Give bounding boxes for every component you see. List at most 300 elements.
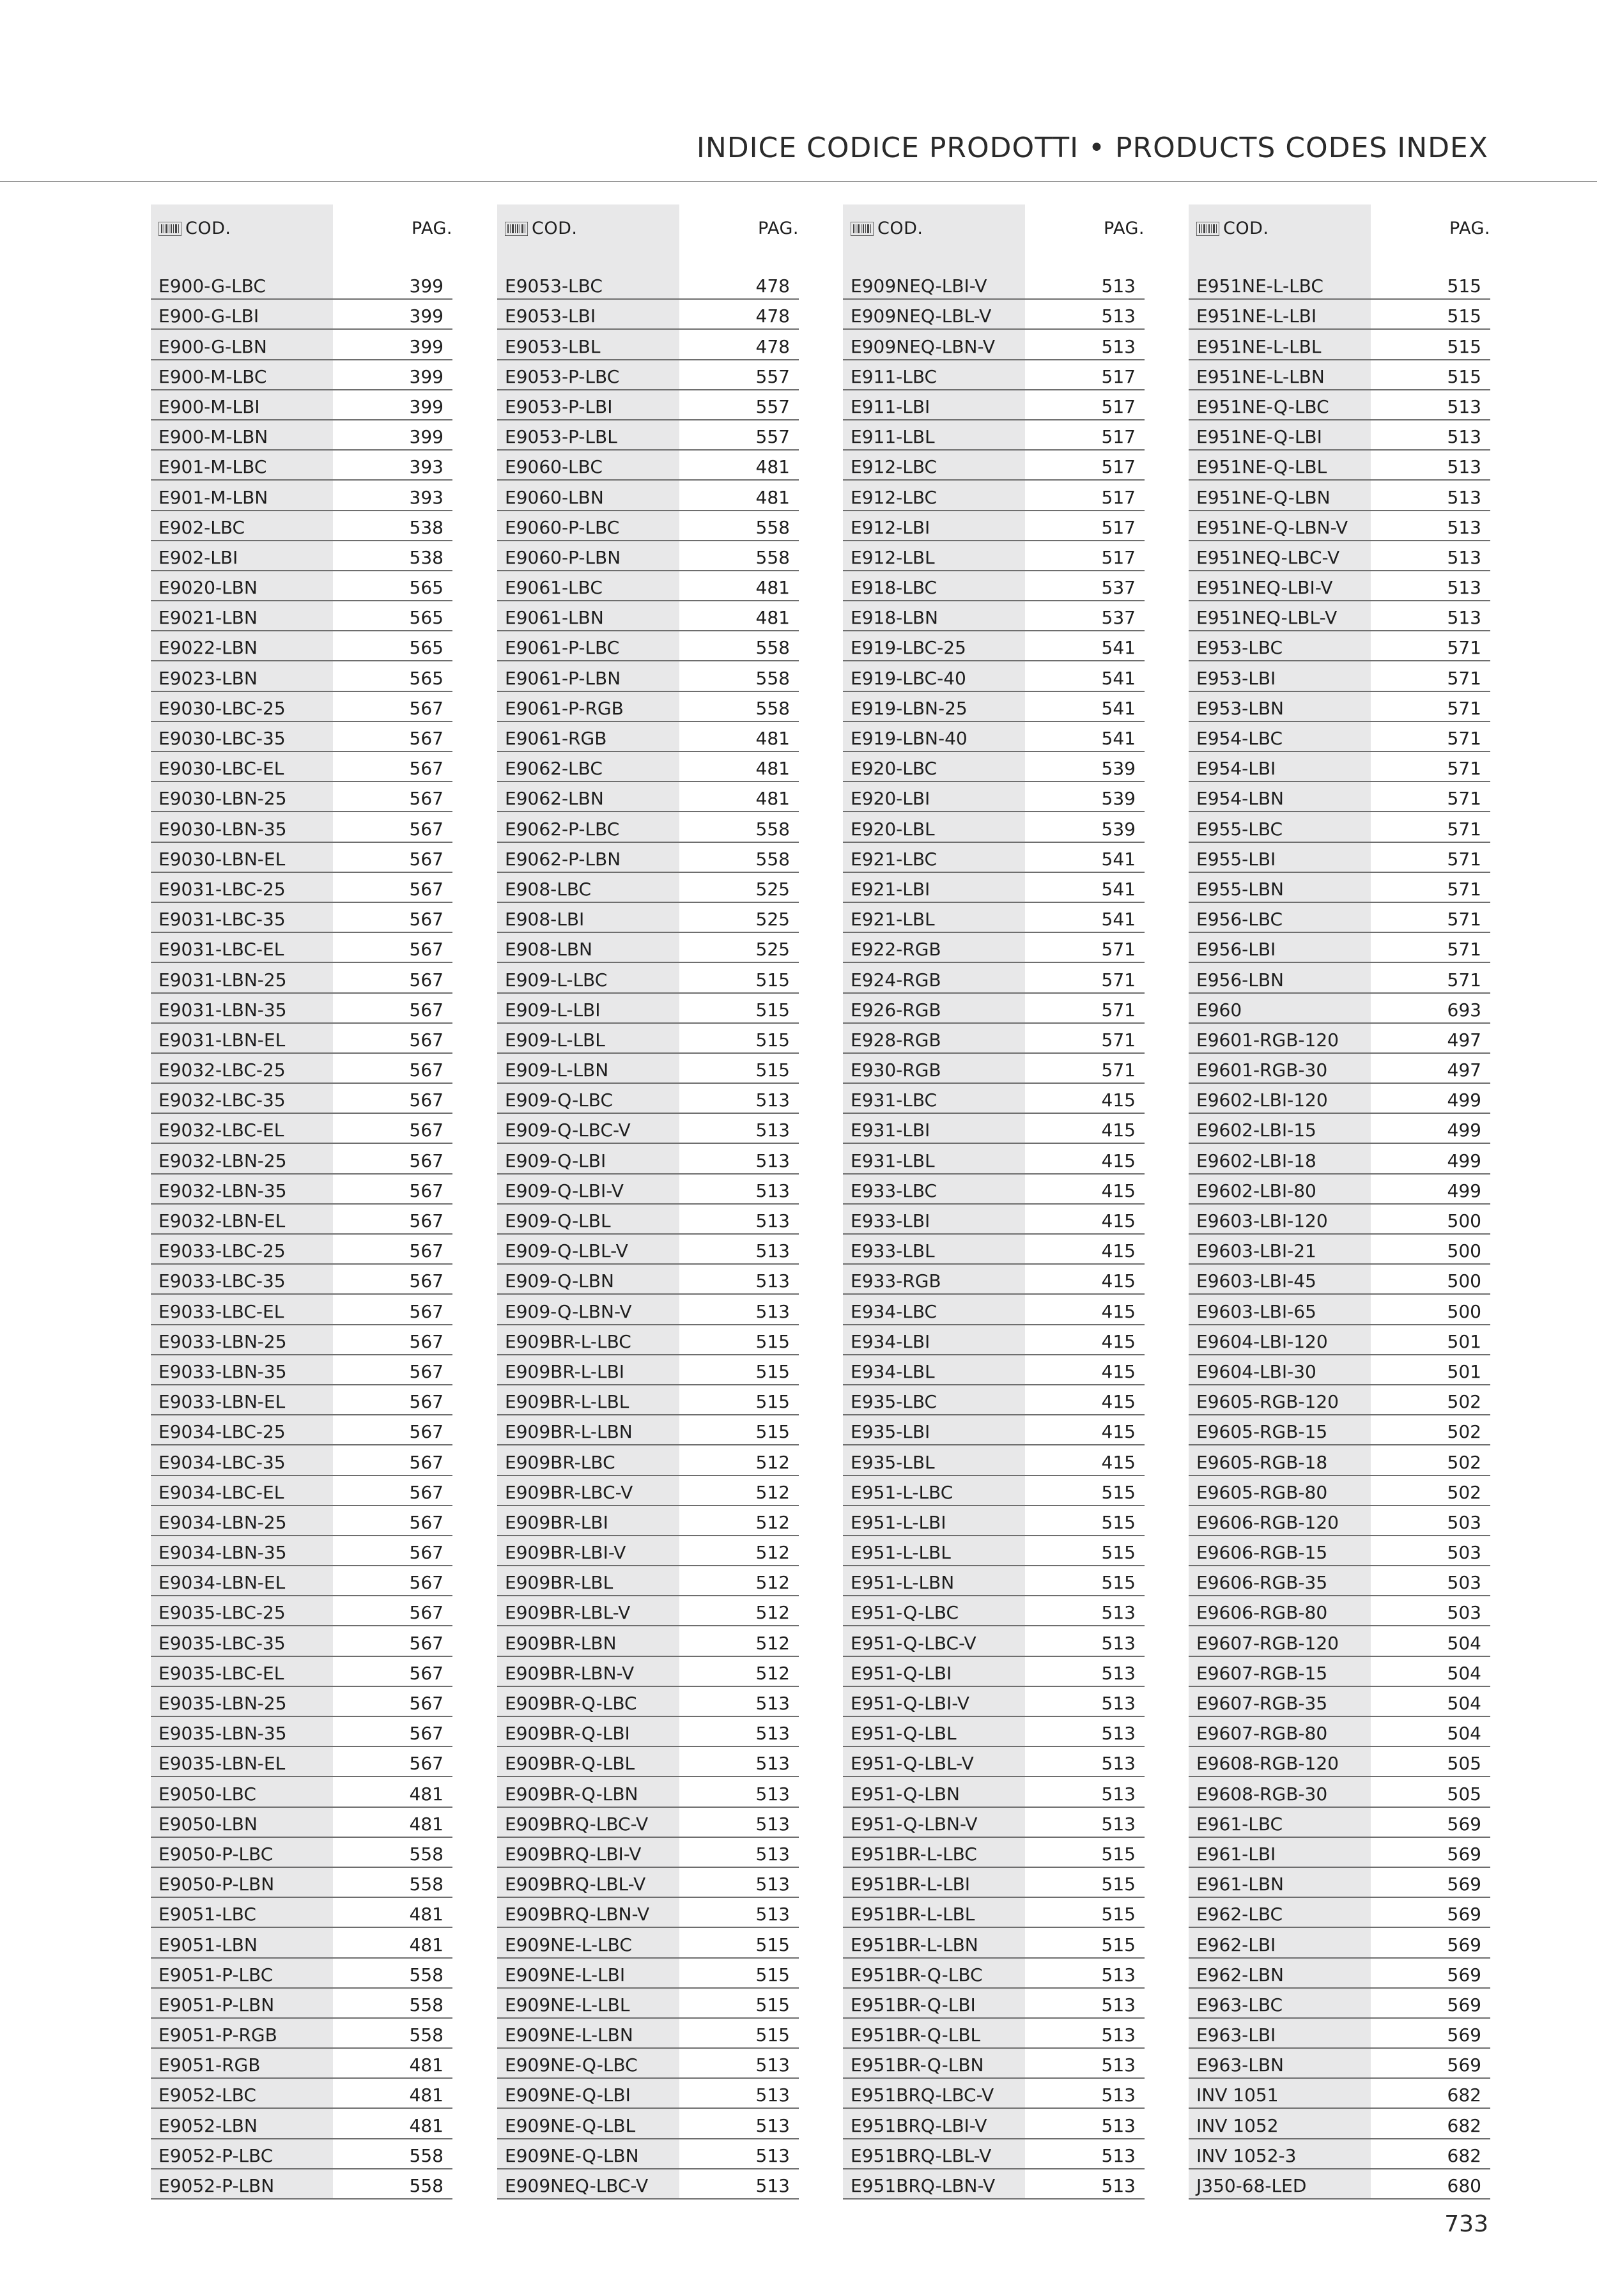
page-ref: 571: [1447, 728, 1481, 749]
table-row: [1189, 903, 1490, 933]
table-row: [151, 1777, 452, 1807]
product-code: E9061-P-LBN: [505, 667, 621, 689]
table-row: [151, 1596, 452, 1626]
page-ref: 569: [1447, 1813, 1481, 1835]
page-ref: 567: [409, 1632, 444, 1654]
page-ref: 515: [755, 1360, 790, 1382]
table-row: [151, 270, 452, 300]
product-code: E951BR-L-LBL: [851, 1904, 975, 1925]
product-code: E9605-RGB-80: [1196, 1481, 1328, 1503]
table-row: [843, 1205, 1145, 1235]
page-ref: 513: [1101, 2115, 1136, 2136]
page-ref: 571: [1447, 909, 1481, 930]
table-row: [843, 933, 1145, 963]
product-code: E951NEQ-LBL-V: [1196, 607, 1338, 629]
table-row: [843, 541, 1145, 571]
page-ref: 571: [1447, 758, 1481, 780]
table-row: [497, 1566, 799, 1596]
page-ref: 541: [1101, 637, 1136, 659]
product-code: E931-LBC: [851, 1090, 937, 1111]
product-code: E9060-P-LBC: [505, 516, 620, 538]
page-ref: 481: [409, 1813, 444, 1835]
page-ref: 513: [755, 1090, 790, 1111]
product-code: E918-LBC: [851, 577, 937, 599]
table-row: [1189, 1777, 1490, 1807]
page-ref: 567: [409, 878, 444, 900]
page-ref: 558: [409, 1843, 444, 1865]
table-row: [151, 631, 452, 661]
product-code: E951NE-Q-LBC: [1196, 396, 1329, 417]
product-code: E9605-RGB-15: [1196, 1421, 1328, 1443]
product-code: E9603-LBI-45: [1196, 1270, 1316, 1292]
page-ref: 481: [409, 1904, 444, 1925]
page-ref: 515: [1447, 305, 1481, 327]
page-ref: 503: [1447, 1542, 1481, 1564]
product-code: E920-LBC: [851, 758, 937, 780]
table-row: [497, 782, 799, 812]
page-ref: 481: [755, 788, 790, 810]
product-code: E9033-LBN-EL: [158, 1391, 286, 1413]
product-code: E919-LBN-40: [851, 728, 968, 749]
table-row: [497, 1144, 799, 1174]
table-row: [151, 1295, 452, 1325]
product-code: E9050-P-LBC: [158, 1843, 274, 1865]
page-ref: 571: [1101, 1029, 1136, 1051]
product-code: E9034-LBC-25: [158, 1421, 286, 1443]
table-row: [843, 1506, 1145, 1536]
product-code: E9034-LBC-EL: [158, 1481, 284, 1503]
table-row: [497, 1928, 799, 1958]
product-code: E935-LBL: [851, 1451, 935, 1473]
page-ref: 415: [1101, 1240, 1136, 1262]
table-row: [151, 1325, 452, 1355]
page-ref: 515: [1101, 1904, 1136, 1925]
page-ref: 515: [755, 1994, 790, 2015]
table-row: [497, 1536, 799, 1566]
page-ref: 513: [1101, 1813, 1136, 1835]
table-row: [497, 360, 799, 390]
table-row: [151, 1506, 452, 1536]
table-row: [843, 722, 1145, 752]
product-code: E900-M-LBC: [158, 366, 267, 387]
product-code: E960: [1196, 999, 1242, 1021]
table-row: [843, 1144, 1145, 1174]
product-code: E955-LBI: [1196, 848, 1276, 870]
product-code: E9030-LBC-25: [158, 697, 286, 719]
table-row: [151, 963, 452, 993]
product-code: E9022-LBN: [158, 637, 258, 659]
table-row: [151, 692, 452, 722]
table-row: [497, 1868, 799, 1898]
page-ref: 567: [409, 909, 444, 930]
table-row: [151, 1626, 452, 1656]
page-ref: 567: [409, 697, 444, 719]
product-code: E909-Q-LBL-V: [505, 1240, 628, 1262]
product-code: E901-M-LBN: [158, 486, 268, 508]
page-ref: 513: [755, 1874, 790, 1895]
table-row: [1189, 1596, 1490, 1626]
product-code: E9051-LBN: [158, 1934, 258, 1955]
product-code: E9031-LBN-EL: [158, 1029, 286, 1051]
table-row: [151, 933, 452, 963]
product-code: E902-LBI: [158, 546, 238, 568]
table-row: [1189, 1868, 1490, 1898]
table-row: [151, 1536, 452, 1566]
product-code: E909BRQ-LBL-V: [505, 1874, 646, 1895]
page-ref: 513: [755, 2145, 790, 2166]
product-code: E928-RGB: [851, 1029, 941, 1051]
page-ref: 513: [755, 1904, 790, 1925]
table-row: [843, 1687, 1145, 1717]
product-code: E9051-RGB: [158, 2054, 261, 2076]
product-code: E951-L-LBL: [851, 1542, 951, 1564]
product-code: E9033-LBC-35: [158, 1270, 286, 1292]
table-row: [1189, 360, 1490, 390]
table-row: [497, 1596, 799, 1626]
table-row: [151, 1476, 452, 1506]
table-row: [843, 420, 1145, 451]
table-row: [843, 1415, 1145, 1445]
page-ref: 567: [409, 1360, 444, 1382]
page-ref: 571: [1447, 878, 1481, 900]
page-ref: 399: [409, 426, 444, 448]
page-ref: 499: [1447, 1090, 1481, 1111]
product-code: E909-Q-LBL: [505, 1210, 611, 1231]
page-ref: 415: [1101, 1300, 1136, 1322]
product-code: E909BR-L-LBL: [505, 1391, 629, 1413]
table-row: [497, 1114, 799, 1144]
product-code: E951-Q-LBL-V: [851, 1753, 974, 1775]
pag-header-label: PAG.: [757, 219, 799, 238]
page-ref: 538: [409, 516, 444, 538]
product-code: E9033-LBC-25: [158, 1240, 286, 1262]
table-row: [843, 1566, 1145, 1596]
table-row: [843, 963, 1145, 993]
table-row: [151, 1084, 452, 1114]
table-row: [151, 481, 452, 511]
table-row: [843, 631, 1145, 661]
product-code: E9035-LBN-35: [158, 1723, 287, 1745]
table-row: [497, 2049, 799, 2079]
page-ref: 565: [409, 607, 444, 629]
page-ref: 502: [1447, 1451, 1481, 1473]
product-code: E920-LBI: [851, 788, 930, 810]
table-row: [497, 1717, 799, 1747]
page-ref: 513: [1101, 1602, 1136, 1624]
product-code: E909NE-Q-LBN: [505, 2145, 639, 2166]
product-code: E9602-LBI-80: [1196, 1180, 1316, 1201]
product-code: E9061-P-LBC: [505, 637, 620, 659]
table-row: [497, 1084, 799, 1114]
cod-header-label: COD.: [532, 219, 578, 238]
table-row: [1189, 571, 1490, 601]
product-code: E909NEQ-LBC-V: [505, 2175, 649, 2196]
product-code: E912-LBL: [851, 546, 935, 568]
product-code: E909-Q-LBN-V: [505, 1300, 632, 1322]
page-ref: 513: [1447, 456, 1481, 478]
product-code: E9602-LBI-15: [1196, 1120, 1316, 1141]
table-row: [151, 571, 452, 601]
page-ref: 558: [755, 848, 790, 870]
page-ref: 567: [409, 1421, 444, 1443]
table-row: [151, 1868, 452, 1898]
page-ref: 567: [409, 1693, 444, 1714]
page-ref: 567: [409, 1391, 444, 1413]
table-row: [151, 1898, 452, 1928]
page-ref: 513: [755, 1150, 790, 1171]
table-row: [1189, 1205, 1490, 1235]
page-ref: 513: [1101, 2175, 1136, 2196]
page-ref: 399: [409, 366, 444, 387]
table-row: [497, 571, 799, 601]
page-ref: 515: [755, 2024, 790, 2046]
table-row: [151, 1838, 452, 1868]
page-ref: 567: [409, 1662, 444, 1684]
table-row: [151, 2079, 452, 2109]
product-code: E9032-LBC-EL: [158, 1120, 284, 1141]
page-ref: 515: [1101, 1481, 1136, 1503]
product-code: E9031-LBN-25: [158, 969, 287, 990]
page-ref: 680: [1447, 2175, 1481, 2196]
page-ref: 500: [1447, 1270, 1481, 1292]
table-row: [1189, 782, 1490, 812]
table-row: [843, 1989, 1145, 2019]
product-code: E951NE-L-LBN: [1196, 366, 1325, 387]
product-code: E953-LBN: [1196, 697, 1284, 719]
product-code: E9608-RGB-120: [1196, 1753, 1339, 1775]
table-row: [843, 843, 1145, 873]
page-ref: 517: [1101, 456, 1136, 478]
table-row: [1189, 692, 1490, 722]
table-row: [497, 1054, 799, 1084]
page-ref: 571: [1447, 969, 1481, 990]
page-ref: 513: [755, 1210, 790, 1231]
table-row: [1189, 541, 1490, 571]
page-ref: 513: [755, 2115, 790, 2136]
product-code: E909BR-L-LBC: [505, 1330, 631, 1352]
product-code: E934-LBI: [851, 1330, 930, 1352]
page-ref: 513: [1101, 1994, 1136, 2015]
page-ref: 558: [755, 546, 790, 568]
product-code: E961-LBI: [1196, 1843, 1276, 1865]
table-row: [1189, 1295, 1490, 1325]
table-row: [1189, 1838, 1490, 1868]
table-row: [1189, 451, 1490, 481]
product-code: E9052-LBC: [158, 2084, 256, 2106]
page-ref: 558: [409, 2175, 444, 2196]
product-code: E956-LBC: [1196, 909, 1283, 930]
product-code: E933-LBI: [851, 1210, 930, 1231]
table-row: [151, 1928, 452, 1958]
product-code: E9607-RGB-120: [1196, 1632, 1339, 1654]
pag-header-label: PAG.: [411, 219, 452, 238]
page-ref: 481: [409, 1783, 444, 1805]
table-row: [497, 1989, 799, 2019]
table-row: [1189, 1808, 1490, 1838]
page-ref: 513: [1447, 396, 1481, 417]
table-row: [151, 2169, 452, 2200]
page-ref: 571: [1101, 999, 1136, 1021]
product-code: E933-LBL: [851, 1240, 935, 1262]
page-ref: 557: [755, 366, 790, 387]
page-ref: 502: [1447, 1391, 1481, 1413]
table-row: [497, 1838, 799, 1868]
table-row: [151, 511, 452, 541]
table-row: [151, 752, 452, 782]
product-code: E951-L-LBC: [851, 1481, 953, 1503]
product-code: E9051-LBC: [158, 1904, 256, 1925]
product-code: E9602-LBI-120: [1196, 1090, 1328, 1111]
product-code: E9604-LBI-120: [1196, 1330, 1328, 1352]
row-list: [1189, 270, 1490, 2200]
product-code: E902-LBC: [158, 516, 245, 538]
product-code: E921-LBC: [851, 848, 937, 870]
page-ref: 513: [755, 1783, 790, 1805]
page-ref: 513: [755, 1753, 790, 1775]
product-code: E909BR-Q-LBI: [505, 1723, 630, 1745]
product-code: E900-G-LBI: [158, 305, 259, 327]
table-row: [497, 601, 799, 631]
page-ref: 415: [1101, 1330, 1136, 1352]
table-row: [151, 300, 452, 330]
page-ref: 504: [1447, 1632, 1481, 1654]
page-ref: 513: [755, 1240, 790, 1262]
product-code: E909NEQ-LBN-V: [851, 335, 996, 357]
product-code: E9035-LBC-35: [158, 1632, 286, 1654]
table-row: [1189, 1928, 1490, 1958]
page-ref: 513: [1101, 1632, 1136, 1654]
page-ref: 500: [1447, 1240, 1481, 1262]
product-code: E951-Q-LBN: [851, 1783, 960, 1805]
title-divider: [0, 181, 1597, 182]
product-code: E9608-RGB-30: [1196, 1783, 1328, 1805]
table-row: [843, 1808, 1145, 1838]
page-ref: 569: [1447, 1843, 1481, 1865]
page-ref: 515: [755, 1330, 790, 1352]
product-code: E9030-LBC-EL: [158, 758, 284, 780]
product-code: E9061-RGB: [505, 728, 607, 749]
table-row: [843, 661, 1145, 691]
table-row: [1189, 1626, 1490, 1656]
table-row: [497, 481, 799, 511]
page-ref: 558: [755, 667, 790, 689]
product-code: E909BR-Q-LBC: [505, 1693, 637, 1714]
table-row: [843, 2109, 1145, 2139]
table-row: [843, 1024, 1145, 1054]
page-ref: 567: [409, 728, 444, 749]
page-ref: 515: [755, 1029, 790, 1051]
table-row: [1189, 2169, 1490, 2200]
page-ref: 571: [1447, 818, 1481, 840]
table-row: [1189, 661, 1490, 691]
product-code: E956-LBI: [1196, 939, 1276, 960]
page-ref: 513: [1447, 577, 1481, 599]
product-code: E909-Q-LBC: [505, 1090, 613, 1111]
table-row: [1189, 963, 1490, 993]
product-code: E9604-LBI-30: [1196, 1360, 1316, 1382]
table-row: [1189, 2109, 1490, 2139]
table-row: [843, 1747, 1145, 1777]
index-column-4: [1189, 204, 1490, 2200]
product-code: E951BRQ-LBL-V: [851, 2145, 992, 2166]
table-row: [151, 2019, 452, 2049]
table-row: [151, 420, 452, 451]
product-code: E920-LBL: [851, 818, 935, 840]
table-row: [843, 1265, 1145, 1295]
product-code: E909NE-L-LBL: [505, 1994, 630, 2015]
page-ref: 537: [1101, 607, 1136, 629]
product-code: E9034-LBN-EL: [158, 1572, 286, 1594]
page-ref: 415: [1101, 1150, 1136, 1171]
product-code: E935-LBC: [851, 1391, 937, 1413]
table-row: [151, 1265, 452, 1295]
page-ref: 558: [409, 1994, 444, 2015]
product-code: E9606-RGB-120: [1196, 1511, 1339, 1533]
product-code: E933-RGB: [851, 1270, 941, 1292]
page-ref: 513: [755, 1843, 790, 1865]
table-row: [497, 903, 799, 933]
barcode-icon: [158, 222, 181, 236]
product-code: E9032-LBN-35: [158, 1180, 287, 1201]
product-code: E931-LBL: [851, 1150, 935, 1171]
product-code: E9052-LBN: [158, 2115, 258, 2136]
page-ref: 558: [409, 1964, 444, 1985]
page-ref: 499: [1447, 1180, 1481, 1201]
page-ref: 415: [1101, 1210, 1136, 1231]
page-ref: 567: [409, 1481, 444, 1503]
page-ref: 504: [1447, 1693, 1481, 1714]
page-ref: 565: [409, 667, 444, 689]
product-code: E9605-RGB-120: [1196, 1391, 1339, 1413]
page-ref: 571: [1101, 939, 1136, 960]
page-ref: 513: [1101, 275, 1136, 297]
product-code: E901-M-LBC: [158, 456, 267, 478]
page-ref: 513: [1101, 1753, 1136, 1775]
page-ref: 567: [409, 758, 444, 780]
page-ref: 481: [755, 486, 790, 508]
page-ref: 513: [1101, 2054, 1136, 2076]
page-ref: 517: [1101, 396, 1136, 417]
page-ref: 513: [1447, 546, 1481, 568]
page-ref: 517: [1101, 366, 1136, 387]
page-ref: 558: [409, 2145, 444, 2166]
product-code: E9061-P-RGB: [505, 697, 624, 719]
product-code: E909BR-LBL: [505, 1572, 613, 1594]
table-row: [497, 661, 799, 691]
page-ref: 569: [1447, 1964, 1481, 1985]
page-ref: 569: [1447, 1904, 1481, 1925]
page-ref: 502: [1447, 1421, 1481, 1443]
page-ref: 517: [1101, 516, 1136, 538]
page-ref: 513: [1447, 486, 1481, 508]
product-code: E9035-LBN-EL: [158, 1753, 286, 1775]
product-code: E909NE-L-LBI: [505, 1964, 626, 1985]
page-ref: 567: [409, 1511, 444, 1533]
product-code: E9033-LBN-25: [158, 1330, 287, 1352]
table-row: [497, 631, 799, 661]
product-code: E963-LBI: [1196, 2024, 1276, 2046]
page-ref: 571: [1447, 667, 1481, 689]
page-ref: 512: [755, 1632, 790, 1654]
index-column-2: [497, 204, 799, 2200]
table-row: [1189, 1265, 1490, 1295]
product-code: E919-LBN-25: [851, 697, 968, 719]
product-code: E909-Q-LBI-V: [505, 1180, 624, 1201]
page-ref: 500: [1447, 1210, 1481, 1231]
table-row: [151, 661, 452, 691]
product-code: E909NE-L-LBC: [505, 1934, 632, 1955]
page-ref: 503: [1447, 1602, 1481, 1624]
